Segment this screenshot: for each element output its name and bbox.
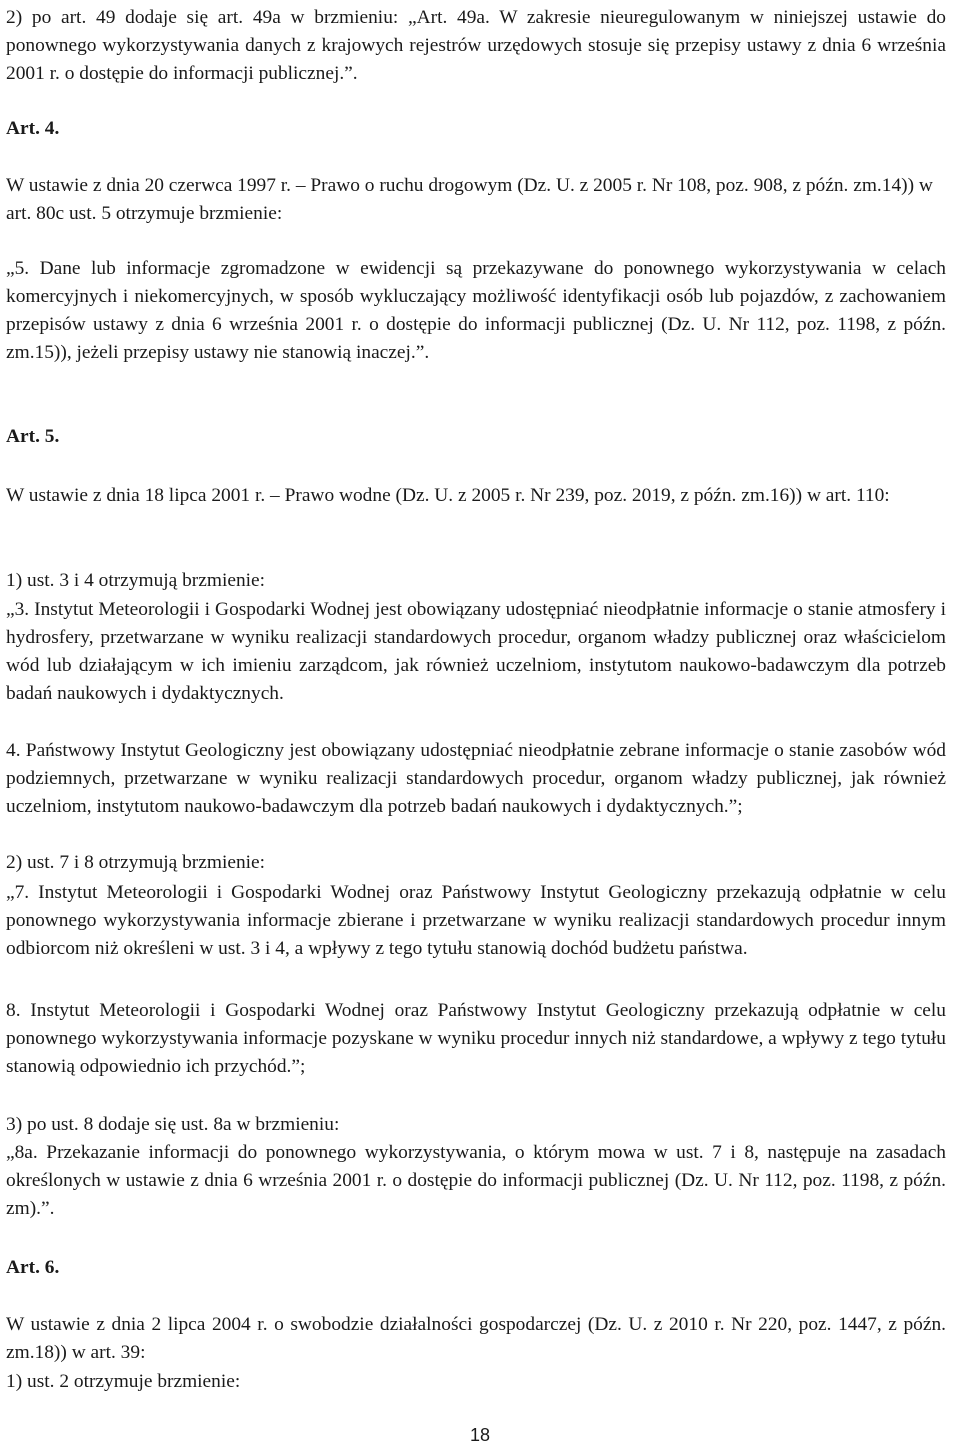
paragraph-art3-point2: 2) po art. 49 dodaje się art. 49a w brzmieniu: „Art. 49a. W zakresie nieuregulowanym w niniejszej ustawie do ponownego wykorzystywania danych z krajowych rejestrów urzędowych stosuje się przepisy ustawy z dnia 6 września 2001 r. o dostępie do informacji publicznej.”. [6,7,946,84]
paragraph-art5-point3: 3) po ust. 8 dodaje się ust. 8a w brzmieniu: [6,1114,340,1135]
paragraph-art6-point1: 1) ust. 2 otrzymuje brzmienie: [6,1371,241,1392]
paragraph-art4-intro: W ustawie z dnia 20 czerwca 1997 r. – Prawo o ruchu drogowym (Dz. U. z 2005 r. Nr 108, poz. 908, z późn. zm.14)) w art. 80c ust. 5 otrzymuje brzmienie: [6,175,933,224]
paragraph-art5-ust7: „7. Instytut Meteorologii i Gospodarki Wodnej oraz Państwowy Instytut Geologiczny przekazują odpłatnie w celu ponownego wykorzystywania informacje zbierane i przetwarzane w wyniku realizacji standardowych procedur innym odbiorcom niż określeni w ust. 3 i 4, a wpływy z tego tytułu stanowią dochód budżetu państwa. [6,882,946,959]
paragraph-art5-ust3: „3. Instytut Meteorologii i Gospodarki Wodnej jest obowiązany udostępniać nieodpłatnie informacje o stanie atmosfery i hydrosfery, przetwarzane w wyniku realizacji standardowych procedur, organom władzy publicznej oraz właścicielom wód lub działającym w ich imieniu zarządcom, jak również uczelniom, instytutom naukowo-badawczym dla potrzeb badań naukowych i dydaktycznych. [6,599,946,704]
paragraph-art6-intro: W ustawie z dnia 2 lipca 2004 r. o swobodzie działalności gospodarczej (Dz. U. z 2010 r. Nr 220, poz. 1447, z późn. zm.18)) w art. 39: [6,1314,946,1363]
paragraph-art5-ust8a: „8a. Przekazanie informacji do ponownego wykorzystywania, o którym mowa w ust. 7 i 8, następuje na zasadach określonych w ustawie z dnia 6 września 2001 r. o dostępie do informacji publicznej (Dz. U. Nr 112, poz. 1198, z późn. zm).”. [6,1142,946,1219]
page-number: 18 [469,1425,491,1445]
heading-art5: Art. 5. [6,426,60,447]
paragraph-art5-intro: W ustawie z dnia 18 lipca 2001 r. – Prawo wodne (Dz. U. z 2005 r. Nr 239, poz. 2019, z późn. zm.16)) w art. 110: [6,485,890,506]
paragraph-art4-quote: „5. Dane lub informacje zgromadzone w ewidencji są przekazywane do ponownego wykorzystywania w celach komercyjnych i niekomercyjnych, w sposób wykluczający możliwość identyfikacji osób lub pojazdów, z zachowaniem przepisów ustawy z dnia 6 września 2001 r. o dostępie do informacji publicznej (Dz. U. Nr 112, poz. 1198, z późn. zm.15)), jeżeli przepisy ustawy nie stanowią inaczej.”. [6,258,946,363]
paragraph-art5-ust8: 8. Instytut Meteorologii i Gospodarki Wodnej oraz Państwowy Instytut Geologiczny przekazują odpłatnie w celu ponownego wykorzystywania informacje pozyskane w wyniku procedur innych niż standardowe, a wpływy z tego tytułu stanowią odpowiednio ich przychód.”; [6,1000,946,1077]
paragraph-art5-ust4: 4. Państwowy Instytut Geologiczny jest obowiązany udostępniać nieodpłatnie zebrane informacje o stanie zasobów wód podziemnych, przetwarzane w wyniku realizacji standardowych procedur, organom władzy publicznej, jak również uczelniom, instytutom naukowo-badawczym dla potrzeb badań naukowych i dydaktycznych.”; [6,740,946,817]
heading-art4: Art. 4. [6,118,60,139]
paragraph-art5-point2: 2) ust. 7 i 8 otrzymują brzmienie: [6,852,266,873]
heading-art6: Art. 6. [6,1257,60,1278]
paragraph-art5-point1: 1) ust. 3 i 4 otrzymują brzmienie: [6,570,266,591]
